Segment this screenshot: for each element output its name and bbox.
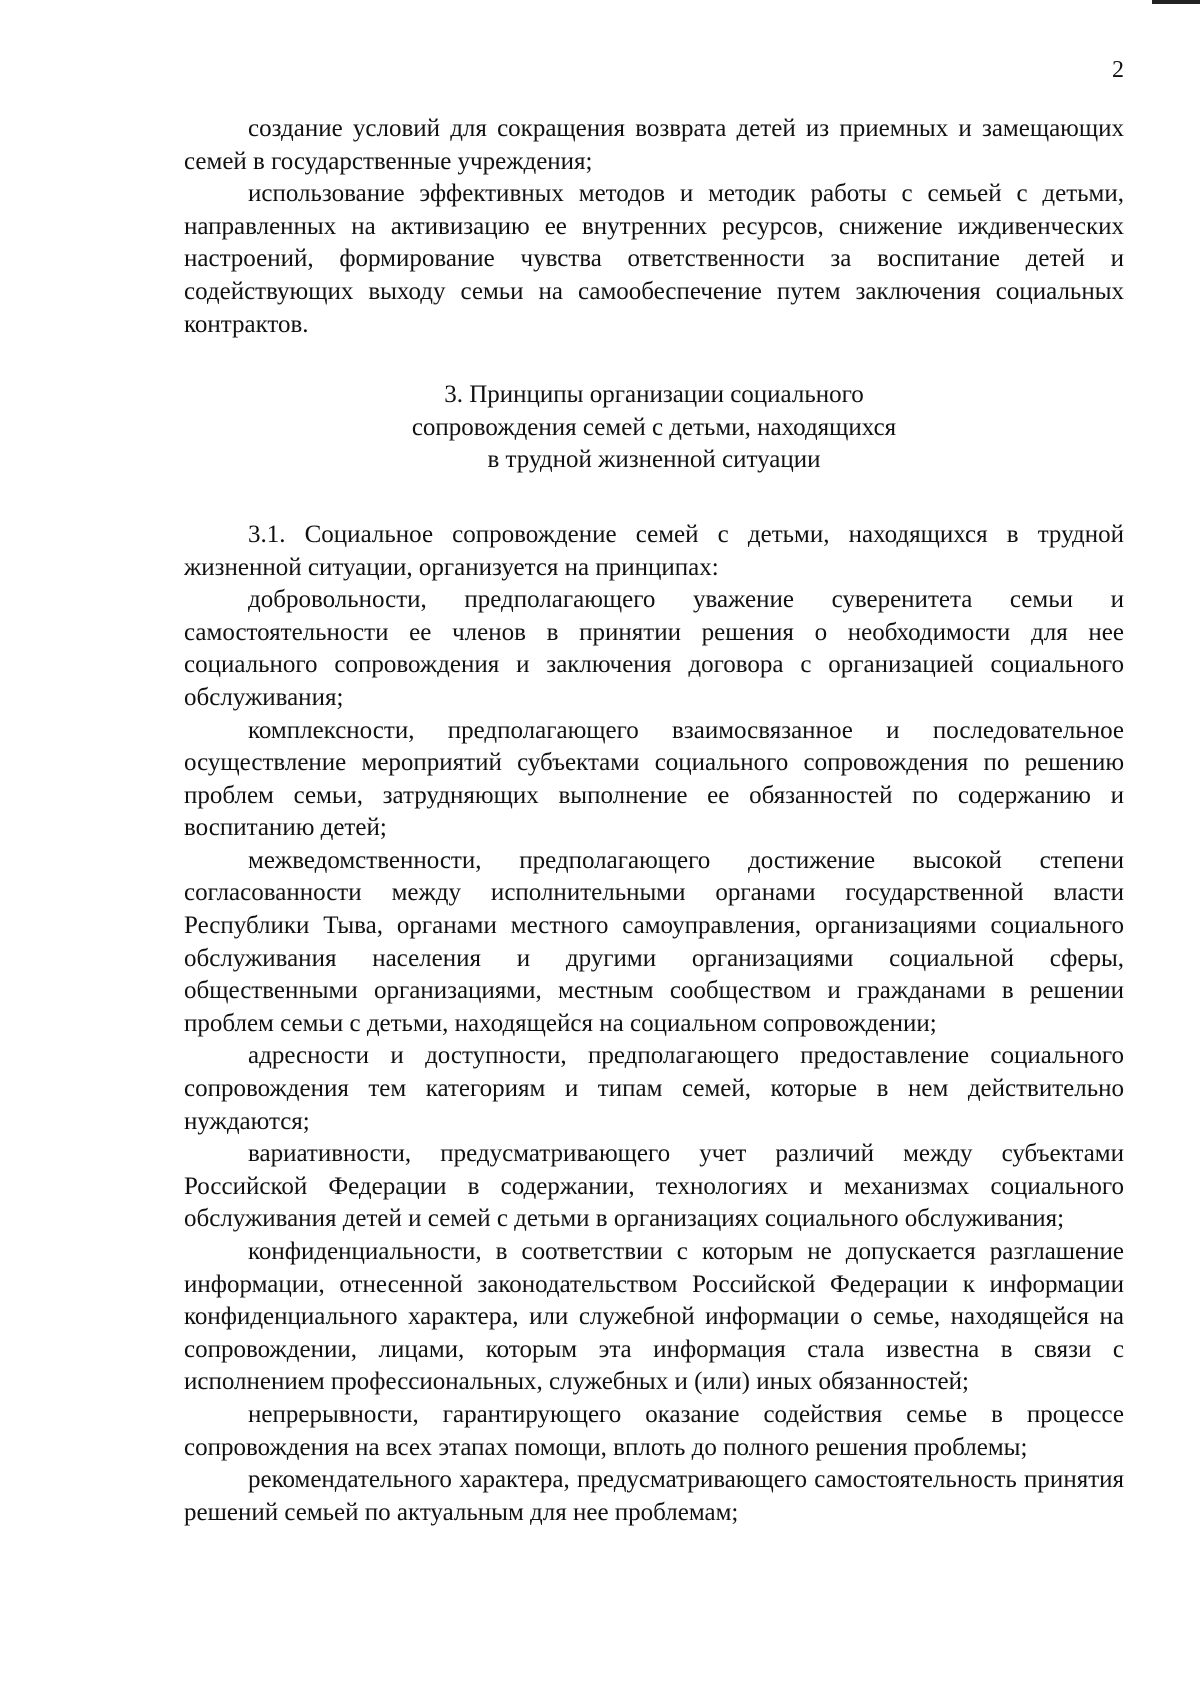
page-number: 2 <box>1112 57 1124 83</box>
paragraph-variability: вариативности, предусматривающего учет различий между субъектами Российской Федерации в содержании, технологиях и механизмах социального обслуживания детей и семей с детьми в организациях социального обслуживания; <box>184 1140 1124 1233</box>
paragraph-targeting-accessibility: адресности и доступности, предполагающего предоставление социального сопровождения тем категориям и типам семей, которые в нем действительно нуждаются; <box>184 1042 1124 1135</box>
paragraph-voluntariness: добровольности, предполагающего уважение суверенитета семьи и самостоятельности ее членов в принятии решения о необходимости для нее социального сопровождения и заключения договора с организацией социального обслуживания; <box>184 586 1124 711</box>
paragraph-effective-methods: использование эффективных методов и методик работы с семьей с детьми, направленных на активизацию ее внутренних ресурсов, снижение иждивенческих настроений, формирование чувства ответственности за воспитание детей и содействующих выходу семьи на самообеспечение путем заключения социальных контрактов. <box>184 180 1124 338</box>
section-heading-line: 3. Принципы организации социального <box>444 381 864 409</box>
paragraph-complexity: комплексности, предполагающего взаимосвязанное и последовательное осуществление мероприятий субъектами социального сопровождения по решению проблем семьи, затрудняющих выполнение ее обязанностей по содержанию и воспитанию детей; <box>184 716 1124 842</box>
paragraph-advisory-nature: рекомендательного характера, предусматривающего самостоятельность принятия решений семьей по актуальным для нее проблемам; <box>184 1466 1124 1526</box>
section-heading-line: в трудной жизненной ситуации <box>487 446 821 474</box>
section-heading-line: сопровождения семей с детьми, находящихся <box>411 413 897 441</box>
paragraph-interdepartmental: межведомственности, предполагающего достижение высокой степени согласованности между исполнительными органами государственной власти Республики Тыва, органами местного самоуправления, организациями социального обслуживания населения и другими организациями социальной сферы, общественными организациями, местным сообществом и гражданами в решении проблем семьи с детьми, находящейся на социальном сопровождении; <box>184 846 1124 1037</box>
paragraph-3-1-intro: 3.1. Социальное сопровождение семей с детьми, находящихся в трудной жизненной ситуации, организуется на принципах: <box>184 520 1124 581</box>
paragraph-continuity: непрерывности, гарантирующего оказание содействия семье в процессе сопровождения на всех этапах помощи, вплоть до полного решения проблемы; <box>184 1400 1124 1461</box>
scan-edge-mark <box>1152 0 1200 4</box>
document-body <box>184 113 1124 1529</box>
paragraph-confidentiality: конфиденциальности, в соответствии с которым не допускается разглашение информации, отнесенной законодательством Российской Федерации к информации конфиденциального характера, или служебной информации о семье, находящейся на сопровождении, лицами, которым эта информация стала известна в связи с исполнением профессиональных, служебных и (или) иных обязанностей; <box>184 1238 1124 1396</box>
section-heading <box>184 379 1124 477</box>
paragraph-conditions-return: создание условий для сокращения возврата детей из приемных и замещающих семей в государственные учреждения; <box>184 115 1124 175</box>
